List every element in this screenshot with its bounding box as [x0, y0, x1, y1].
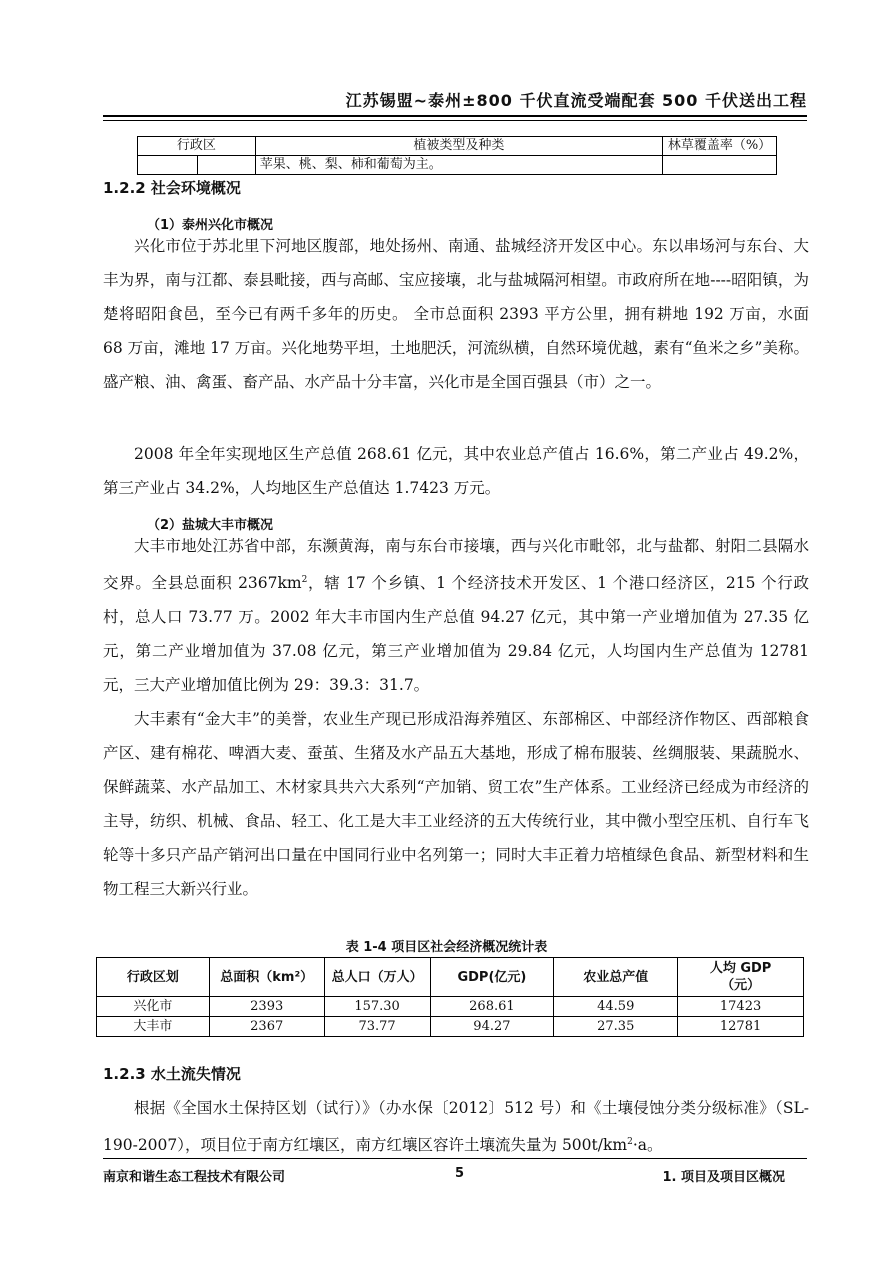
section-heading: 1.2.2 社会环境概况: [103, 179, 241, 197]
paragraph: 大丰素有“金大丰”的美誉，农业生产现已形成沿海养殖区、东部棉区、中部经济作物区、西部粮食产区、建有棉花、啤酒大麦、蚕茧、生猪及水产品五大基地，形成了棉布服装、丝绸服装、果蔬脱水、保鲜蔬菜、水产品加工、木材家具共六大系列“产加销、贸工农”生产体系。工业经济已经成为市经济的主导，纺织、机械、食品、轻工、化工是大丰工业经济的五大传统行业，其中微小型空压机、自行车飞轮等十多只产品产销河出口量在中国同行业中名列第一；同时大丰正着力培植绿色食品、新型材料和生物工程三大新兴行业。: [103, 710, 809, 898]
paragraph: [103, 1091, 809, 1162]
section-heading: 1.2.3 水土流失情况: [103, 1065, 241, 1083]
table-header-cell: 农业总产值: [554, 958, 678, 997]
table-header-cell: 总人口（万人）: [324, 958, 430, 997]
subsection-heading: （2）盐城大丰市概况: [147, 518, 274, 533]
paragraph-text: ，辖 17 个乡镇、1 个经济技术开发区、1 个港口经济区，215 个行政村，总人口 73.77 万。2002 年大丰市国内生产总值 94.27 亿元，其中第一产业增加值为 27.35 亿元，第二产业增加值为 37.08 亿元，第三产业增加值为 29.84 亿元，人均国内生产总值为 12781 元，三大产业增加值比例为 29：39.3：31.7。: [103, 574, 809, 695]
table-cell: 2393: [209, 997, 324, 1017]
table-row: [97, 997, 804, 1017]
header-rule-thin: [103, 120, 807, 121]
paragraph-text: ·a。: [632, 1136, 663, 1155]
table-cell: 兴化市: [97, 997, 210, 1017]
paragraph-text: 根据《全国水土保持区划（试行）》（办水保〔2012〕512 号）和《土壤侵蚀分类分级标准》（SL-190-2007），项目位于南方红壤区，南方红壤区容许土壤流失量为 500t/km: [103, 1099, 809, 1155]
subsection-heading: （1）泰州兴化市概况: [147, 218, 274, 233]
table-cell: 2367: [209, 1017, 324, 1037]
table-cell: 268.61: [430, 997, 554, 1017]
footer-chapter: 1. 项目及项目区概况: [662, 1170, 785, 1185]
table-header-cell: 行政区: [138, 137, 256, 156]
table-row: [138, 156, 777, 175]
page-number: 5: [455, 1166, 465, 1181]
footer-rule: [103, 1158, 807, 1159]
table-caption: 表 1-4 项目区社会经济概况统计表: [345, 940, 548, 955]
table-cell: 27.35: [554, 1017, 678, 1037]
paragraph: [103, 529, 809, 702]
table-header-row: [97, 958, 804, 997]
table-cell: 94.27: [430, 1017, 554, 1037]
table-cell: 大丰市: [97, 1017, 210, 1037]
table-header-row: [138, 137, 777, 156]
table-cell: [662, 156, 776, 175]
table-row: [97, 1017, 804, 1037]
vegetation-table: [137, 136, 777, 175]
table-header-cell: GDP(亿元): [430, 958, 554, 997]
table-cell: [197, 156, 255, 175]
table-cell: 44.59: [554, 997, 678, 1017]
paragraph-text: 大丰市地处江苏省中部，东濒黄海，南与东台市接壤，西与兴化市毗邻，北与盐都、射阳二县隔水交界。全县总面积 2367km: [103, 537, 809, 593]
header-rule: [103, 115, 807, 117]
table-cell: 苹果、桃、梨、柿和葡萄为主。: [255, 156, 662, 175]
table-header-cell: 行政区划: [97, 958, 210, 997]
table-header-cell: [678, 958, 804, 997]
table-cell: 17423: [678, 997, 804, 1017]
table-cell: 157.30: [324, 997, 430, 1017]
document-header-title: 江苏锡盟~泰州±800 千伏直流受端配套 500 千伏送出工程: [345, 91, 807, 110]
paragraph: 兴化市位于苏北里下河地区腹部，地处扬州、南通、盐城经济开发区中心。东以串场河与东台、大丰为界，南与江都、泰县毗接，西与高邮、宝应接壤，北与盐城隔河相望。市政府所在地----昭阳镇，为楚将昭阳食邑，至今已有两千多年的历史。 全市总面积 2393 平方公里，拥有耕地 192 万亩，水面 68 万亩，滩地 17 万亩。兴化地势平坦，土地肥沃，河流纵横，自然环境优越，素有“鱼米之乡”美称。盛产粮、油、禽蛋、畜产品、水产品十分丰富，兴化市是全国百强县（市）之一。: [103, 237, 809, 391]
table-header-cell: 总面积（km²）: [209, 958, 324, 997]
table-cell: 73.77: [324, 1017, 430, 1037]
superscript: 2: [301, 575, 308, 585]
superscript: 2: [627, 1137, 633, 1147]
footer-company: 南京和谐生态工程技术有限公司: [103, 1170, 286, 1185]
table-cell: 12781: [678, 1017, 804, 1037]
socioeconomic-table: [96, 957, 804, 1037]
table-header-cell: 林草覆盖率（%）: [662, 137, 776, 156]
header-line: 人均 GDP: [709, 961, 772, 976]
table-header-cell: 植被类型及种类: [255, 137, 662, 156]
header-line: （元）: [721, 978, 761, 993]
table-cell: [138, 156, 198, 175]
paragraph: 2008 年全年实现地区生产总值 268.61 亿元，其中农业总产值占 16.6%，第二产业占 49.2%，第三产业占 34.2%，人均地区生产总值达 1.7423 万元。: [103, 445, 809, 497]
